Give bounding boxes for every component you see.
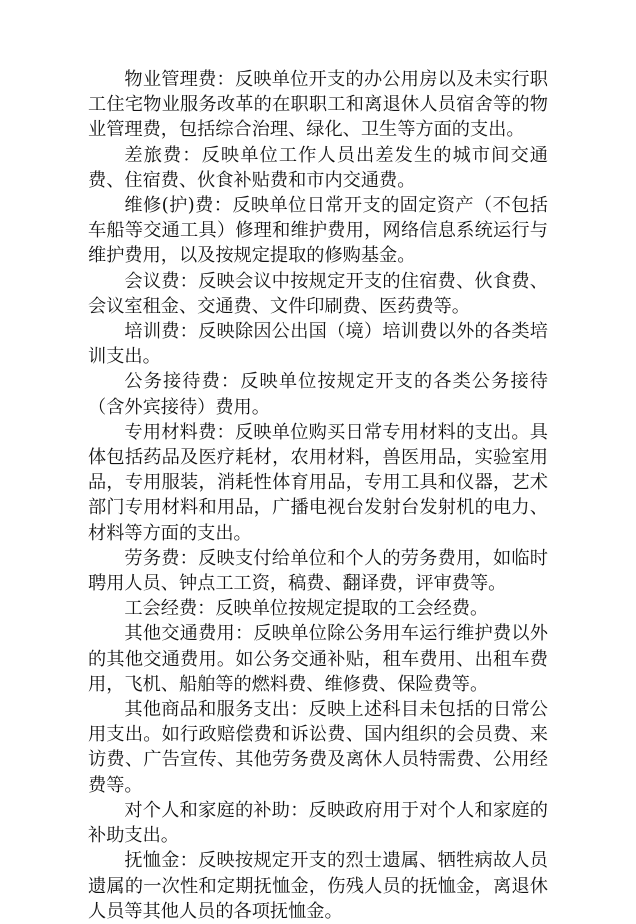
paragraph-training-fee: 培训费：反映除因公出国（境）培训费以外的各类培训支出。: [88, 321, 548, 368]
document-body: [88, 67, 548, 924]
paragraph-pension: 抚恤金：反映按规定开支的烈士遗属、牺牲病故人员遗属的一次性和定期抚恤金，伤残人员的抚恤金，离退休人员等其他人员的各项抚恤金。: [88, 850, 548, 922]
paragraph-personal-family-subsidy: 对个人和家庭的补助：反映政府用于对个人和家庭的补助支出。: [88, 799, 548, 847]
paragraph-union-fund: 工会经费：反映单位按规定提取的工会经费。: [124, 598, 489, 620]
paragraph-travel-expenses: 差旅费：反映单位工作人员出差发生的城市间交通费、住宿费、伙食补贴费和市内交通费。: [88, 144, 548, 191]
paragraph-other-goods-services: 其他商品和服务支出：反映上述科目未包括的日常公用支出。如行政赔偿费和诉讼费、国内组织的会员费、来访费、广告宣传、其他劳务费及离休人员特需费、公用经费等。: [88, 699, 548, 796]
paragraph-official-reception-fee: 公务接待费：反映单位按规定开支的各类公务接待（含外宾接待）费用。: [88, 371, 548, 418]
paragraph-labor-fee: 劳务费：反映支付给单位和个人的劳务费用，如临时聘用人员、钟点工工资，稿费、翻译费，评审费等。: [88, 547, 548, 595]
paragraph-meeting-fee: 会议费：反映会议中按规定开支的住宿费、伙食费、会议室租金、交通费、文件印刷费、医药费等。: [88, 270, 548, 317]
paragraph-other-transport-fee: 其他交通费用：反映单位除公务用车运行维护费以外的其他交通费用。如公务交通补贴，租车费用、出租车费用，飞机、船舶等的燃料费、维修费、保险费等。: [88, 623, 548, 695]
paragraph-maintenance-fee: 维修(护)费：反映单位日常开支的固定资产（不包括车船等交通工具）修理和维护费用，网络信息系统运行与维护费用，以及按规定提取的修购基金。: [88, 195, 548, 267]
paragraph-special-materials-fee: 专用材料费：反映单位购买日常专用材料的支出。具体包括药品及医疗耗材，农用材料，兽医用品，实验室用品，专用服装，消耗性体育用品，专用工具和仪器，艺术部门专用材料和用品，广播电视台发射台发射机的电力、材料等方面的支出。: [88, 421, 548, 544]
paragraph-property-management-fee: 物业管理费：反映单位开支的办公用房以及未实行职工住宅物业服务改革的在职职工和离退休人员宿舍等的物业管理费，包括综合治理、绿化、卫生等方面的支出。: [88, 69, 548, 141]
